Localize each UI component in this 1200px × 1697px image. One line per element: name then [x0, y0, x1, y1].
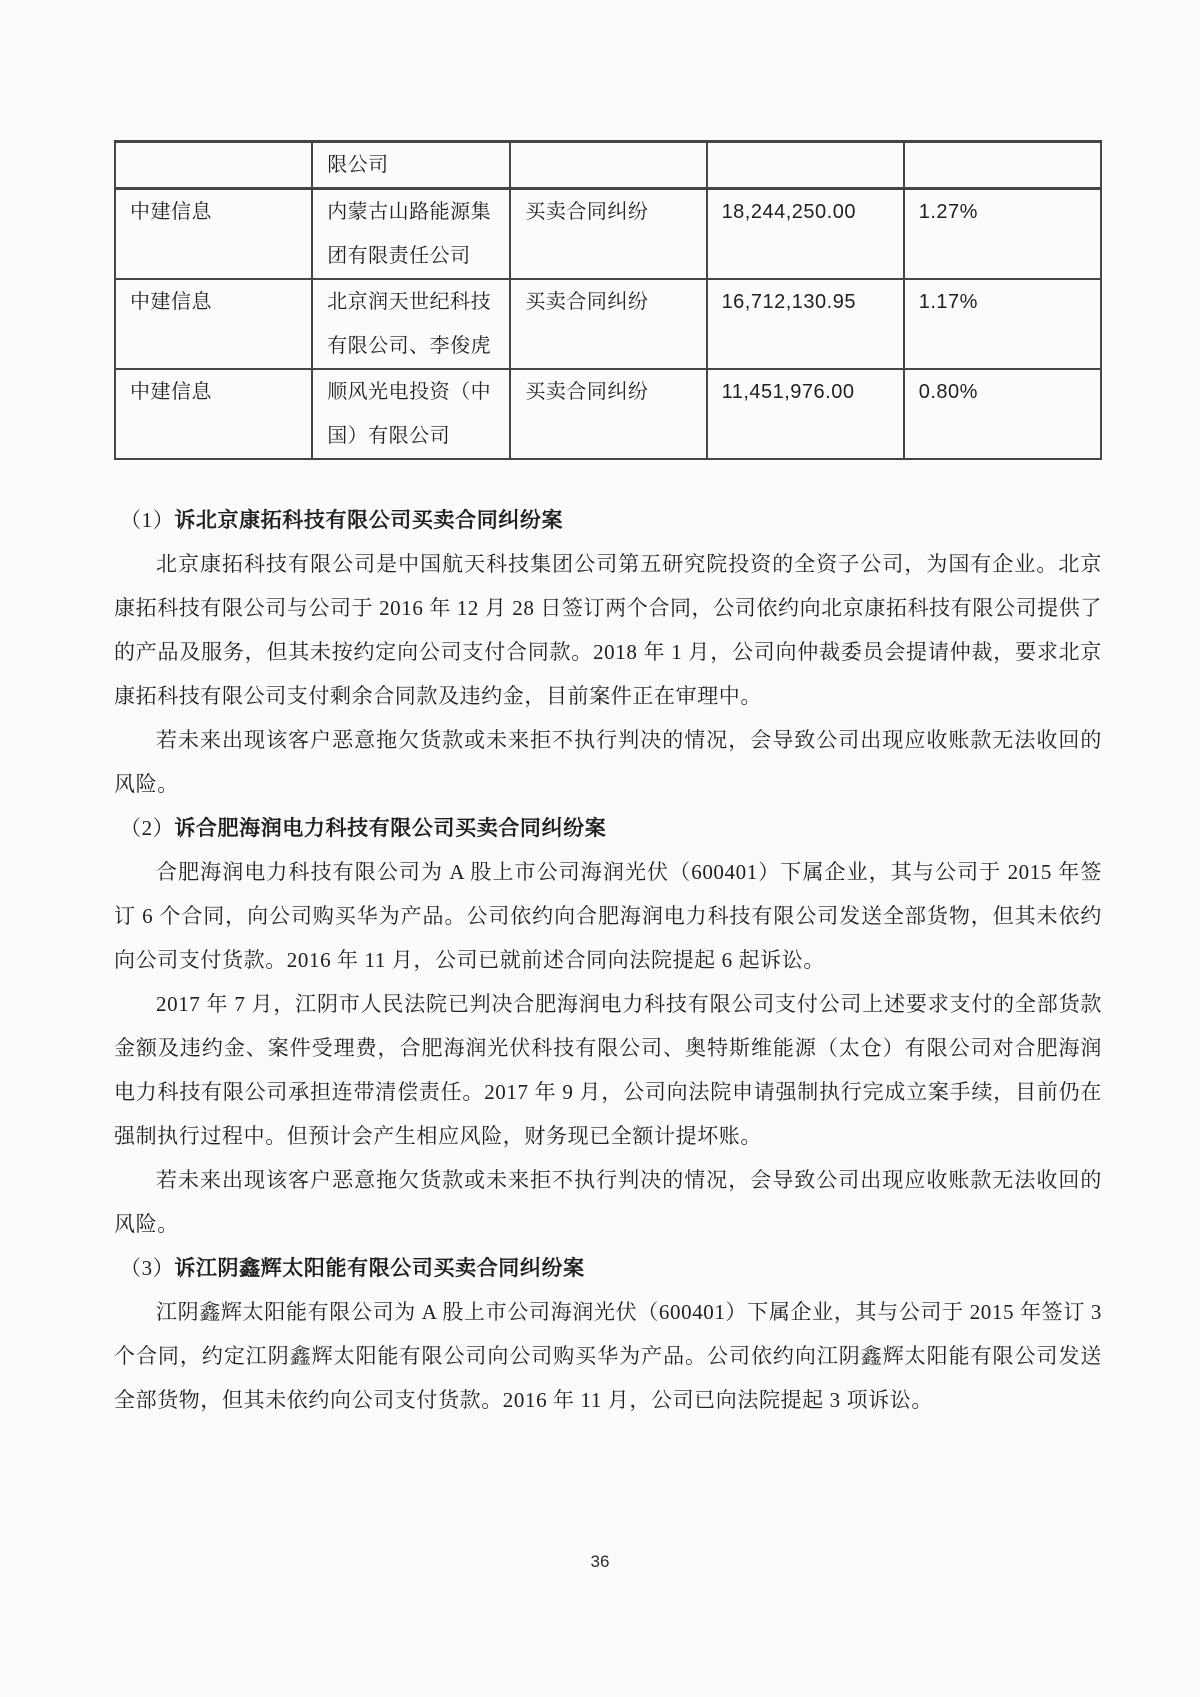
section-2-title: 诉合肥海润电力科技有限公司买卖合同纠纷案	[174, 816, 607, 840]
section-3-paragraph: 江阴鑫辉太阳能有限公司为 A 股上市公司海润光伏（600401）下属企业，其与公司于 2015 年签订 3 个合同，约定江阴鑫辉太阳能有限公司向公司购买华为产品。公司依约向江阴鑫辉太阳能有限公司发送全部货物，但其未依约向公司支付货款。2016 年 11 月，公司已向法院提起 3 项诉讼。	[114, 1300, 1102, 1412]
page-content	[114, 140, 1102, 1422]
table-cell-case-type	[510, 142, 706, 189]
section-3-heading	[114, 1246, 1102, 1290]
page-number: 36	[590, 1552, 610, 1571]
table-row	[115, 142, 1101, 189]
body-text	[114, 498, 1102, 1422]
section-3-number: （3）	[120, 1256, 175, 1280]
section-2-paragraph: 合肥海润电力科技有限公司为 A 股上市公司海润光伏（600401）下属企业，其与公司于 2015 年签订 6 个合同，向公司购买华为产品。公司依约向合肥海润电力科技有限公司发送全部货物，但其未依约向公司支付货款。2016 年 11 月，公司已就前述合同向法院提起 6 起诉讼。	[114, 860, 1102, 972]
table-cell-plaintiff: 中建信息	[115, 369, 312, 459]
table-cell-percent: 1.27%	[904, 189, 1101, 280]
table-cell-percent	[904, 142, 1101, 189]
table-cell-defendant: 北京润天世纪科技有限公司、李俊虎	[312, 279, 510, 369]
table-cell-plaintiff: 中建信息	[115, 279, 312, 369]
section-1-heading	[114, 498, 1102, 542]
section-2-number: （2）	[120, 816, 175, 840]
section-2-paragraph: 若未来出现该客户恶意拖欠货款或未来拒不执行判决的情况，会导致公司出现应收账款无法收回的风险。	[114, 1168, 1102, 1236]
table-cell-amount: 16,712,130.95	[707, 279, 904, 369]
litigation-table	[114, 140, 1102, 460]
table-cell-defendant: 内蒙古山路能源集团有限责任公司	[312, 189, 510, 280]
table-cell-percent: 1.17%	[904, 279, 1101, 369]
section-2-heading	[114, 806, 1102, 850]
table-cell-plaintiff	[115, 142, 312, 189]
section-1-paragraph: 北京康拓科技有限公司是中国航天科技集团公司第五研究院投资的全资子公司，为国有企业。北京康拓科技有限公司与公司于 2016 年 12 月 28 日签订两个合同，公司依约向北京康拓科技有限公司提供了的产品及服务，但其未按约定向公司支付合同款。2018 年 1 月，公司向仲裁委员会提请仲裁，要求北京康拓科技有限公司支付剩余合同款及违约金，目前案件正在审理中。	[114, 552, 1102, 708]
table-cell-case-type: 买卖合同纠纷	[510, 369, 706, 459]
table-cell-plaintiff: 中建信息	[115, 189, 312, 280]
table-cell-defendant: 顺风光电投资（中国）有限公司	[312, 369, 510, 459]
section-2-paragraph: 2017 年 7 月，江阴市人民法院已判决合肥海润电力科技有限公司支付公司上述要求支付的全部货款金额及违约金、案件受理费，合肥海润光伏科技有限公司、奥特斯维能源（太仓）有限公司对合肥海润电力科技有限公司承担连带清偿责任。2017 年 9 月，公司向法院申请强制执行完成立案手续，目前仍在强制执行过程中。但预计会产生相应风险，财务现已全额计提坏账。	[114, 992, 1102, 1148]
table-cell-amount	[707, 142, 904, 189]
section-3-title: 诉江阴鑫辉太阳能有限公司买卖合同纠纷案	[174, 1256, 585, 1280]
table-cell-amount: 18,244,250.00	[707, 189, 904, 280]
table-row	[115, 279, 1101, 369]
table-cell-case-type: 买卖合同纠纷	[510, 279, 706, 369]
section-1-paragraph: 若未来出现该客户恶意拖欠货款或未来拒不执行判决的情况，会导致公司出现应收账款无法收回的风险。	[114, 728, 1102, 796]
table-cell-percent: 0.80%	[904, 369, 1101, 459]
table-row	[115, 369, 1101, 459]
section-1-number: （1）	[120, 508, 175, 532]
table-row	[115, 189, 1101, 280]
table-cell-amount: 11,451,976.00	[707, 369, 904, 459]
table-cell-case-type: 买卖合同纠纷	[510, 189, 706, 280]
section-1-title: 诉北京康拓科技有限公司买卖合同纠纷案	[174, 508, 564, 532]
table-cell-defendant: 限公司	[312, 142, 510, 189]
